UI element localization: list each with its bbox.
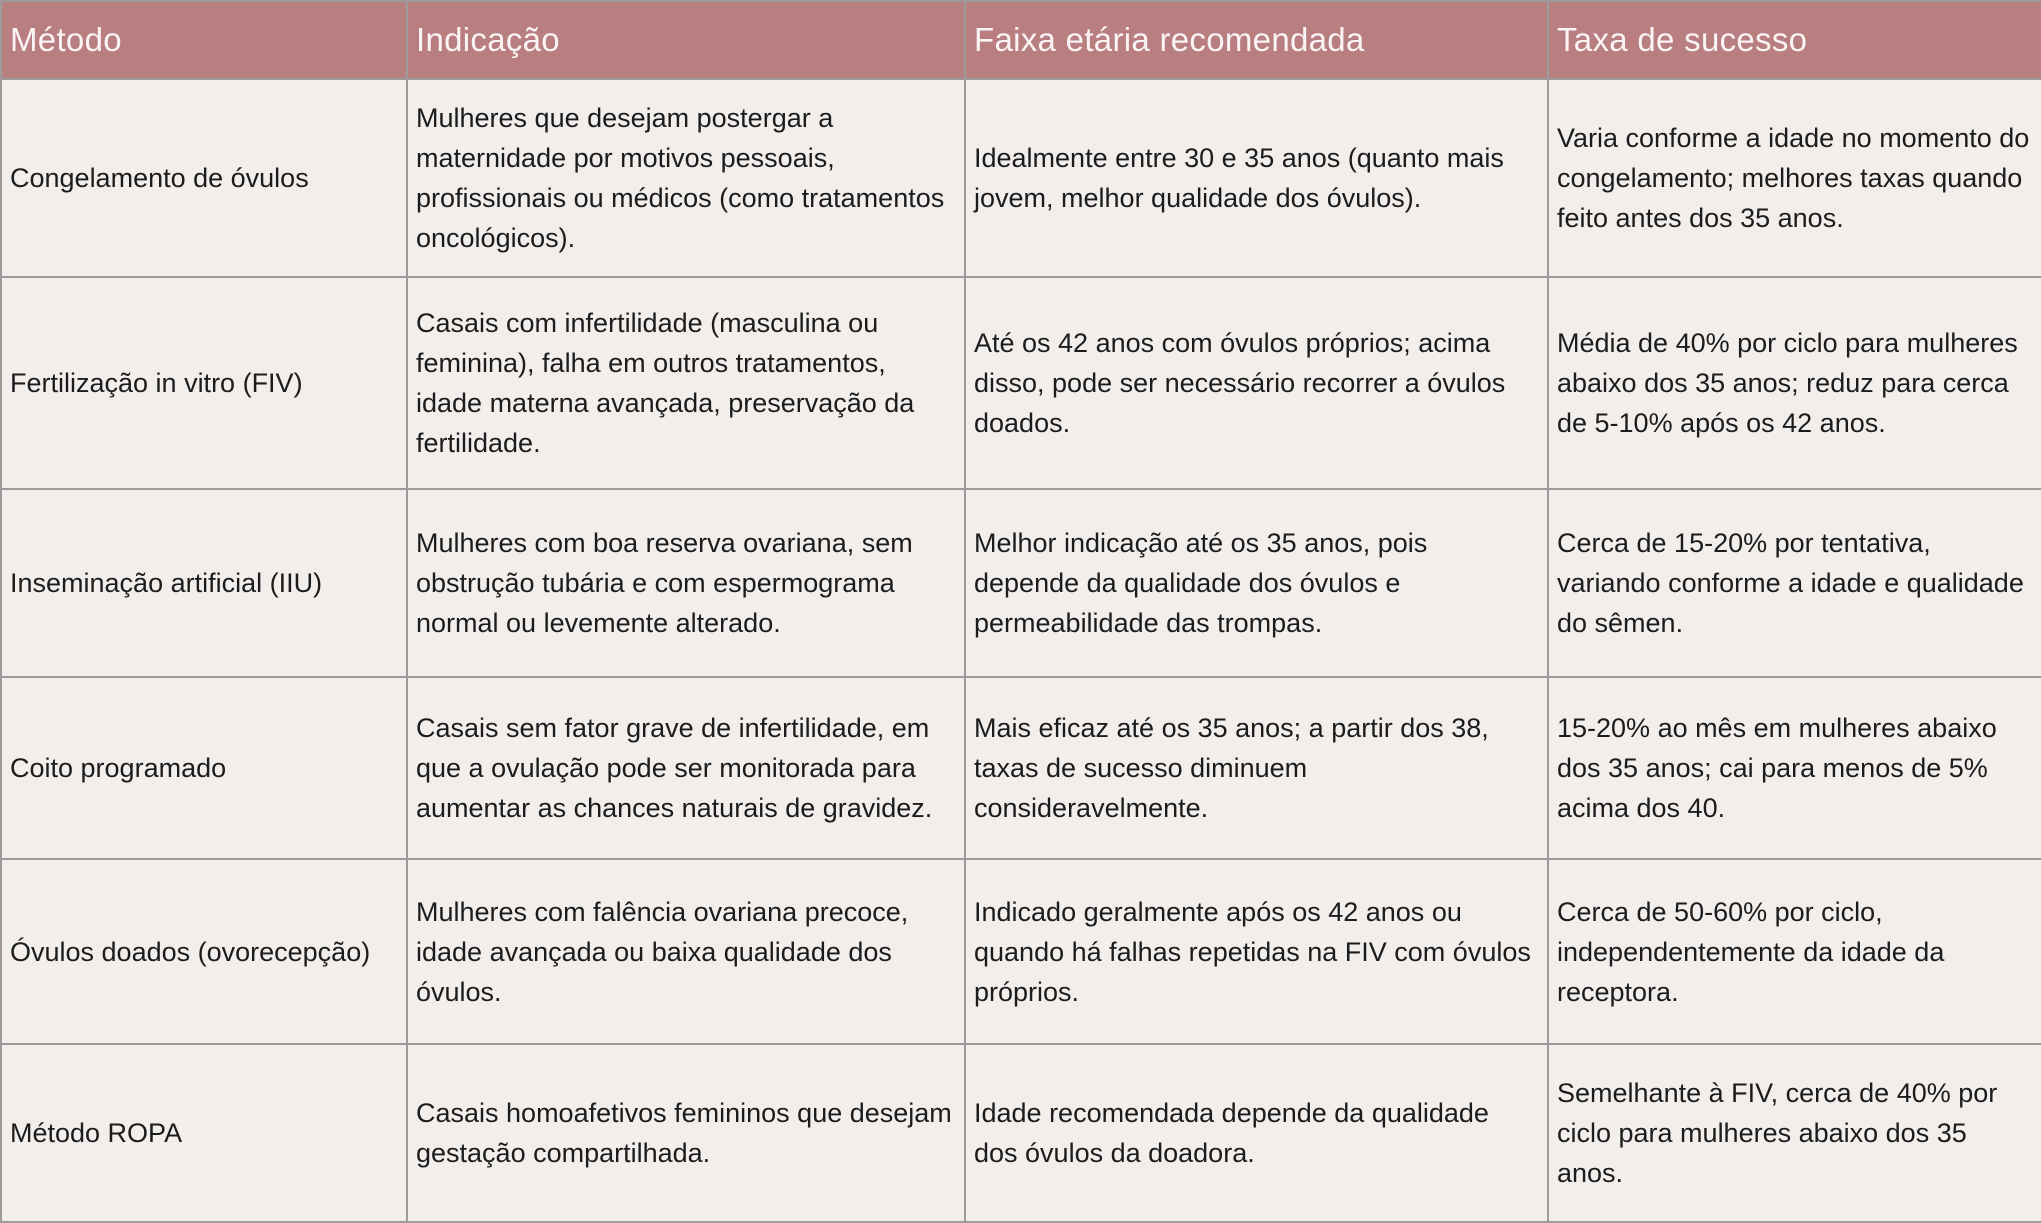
table-row bbox=[1, 677, 2041, 859]
cell-taxa-sucesso: Semelhante à FIV, cerca de 40% por ciclo para mulheres abaixo dos 35 anos. bbox=[1548, 1044, 2041, 1222]
table-row bbox=[1, 1044, 2041, 1222]
cell-metodo: Fertilização in vitro (FIV) bbox=[1, 277, 407, 489]
table-row bbox=[1, 79, 2041, 277]
cell-taxa-sucesso: Média de 40% por ciclo para mulheres abaixo dos 35 anos; reduz para cerca de 5-10% após os 42 anos. bbox=[1548, 277, 2041, 489]
cell-indicacao: Casais com infertilidade (masculina ou feminina), falha em outros tratamentos, idade materna avançada, preservação da fertilidade. bbox=[407, 277, 965, 489]
header-faixa-etaria: Faixa etária recomendada bbox=[965, 1, 1548, 79]
cell-taxa-sucesso: Cerca de 15-20% por tentativa, variando conforme a idade e qualidade do sêmen. bbox=[1548, 489, 2041, 677]
cell-indicacao: Mulheres com boa reserva ovariana, sem obstrução tubária e com espermograma normal ou levemente alterado. bbox=[407, 489, 965, 677]
cell-taxa-sucesso: Cerca de 50-60% por ciclo, independentemente da idade da receptora. bbox=[1548, 859, 2041, 1044]
cell-metodo: Óvulos doados (ovorecepção) bbox=[1, 859, 407, 1044]
cell-faixa-etaria: Melhor indicação até os 35 anos, pois depende da qualidade dos óvulos e permeabilidade das trompas. bbox=[965, 489, 1548, 677]
cell-faixa-etaria: Até os 42 anos com óvulos próprios; acima disso, pode ser necessário recorrer a óvulos doados. bbox=[965, 277, 1548, 489]
cell-indicacao: Casais homoafetivos femininos que desejam gestação compartilhada. bbox=[407, 1044, 965, 1222]
cell-indicacao: Mulheres que desejam postergar a maternidade por motivos pessoais, profissionais ou médicos (como tratamentos oncológicos). bbox=[407, 79, 965, 277]
cell-metodo: Método ROPA bbox=[1, 1044, 407, 1222]
table-header-row bbox=[1, 1, 2041, 79]
cell-faixa-etaria: Idade recomendada depende da qualidade dos óvulos da doadora. bbox=[965, 1044, 1548, 1222]
cell-taxa-sucesso: 15-20% ao mês em mulheres abaixo dos 35 anos; cai para menos de 5% acima dos 40. bbox=[1548, 677, 2041, 859]
table-row bbox=[1, 859, 2041, 1044]
cell-indicacao: Mulheres com falência ovariana precoce, idade avançada ou baixa qualidade dos óvulos. bbox=[407, 859, 965, 1044]
table-row bbox=[1, 489, 2041, 677]
header-taxa-sucesso: Taxa de sucesso bbox=[1548, 1, 2041, 79]
cell-indicacao: Casais sem fator grave de infertilidade, em que a ovulação pode ser monitorada para aumentar as chances naturais de gravidez. bbox=[407, 677, 965, 859]
cell-taxa-sucesso: Varia conforme a idade no momento do congelamento; melhores taxas quando feito antes dos 35 anos. bbox=[1548, 79, 2041, 277]
table-row bbox=[1, 277, 2041, 489]
cell-faixa-etaria: Mais eficaz até os 35 anos; a partir dos 38, taxas de sucesso diminuem consideravelmente. bbox=[965, 677, 1548, 859]
cell-metodo: Inseminação artificial (IIU) bbox=[1, 489, 407, 677]
cell-faixa-etaria: Indicado geralmente após os 42 anos ou quando há falhas repetidas na FIV com óvulos próprios. bbox=[965, 859, 1548, 1044]
cell-metodo: Coito programado bbox=[1, 677, 407, 859]
header-metodo: Método bbox=[1, 1, 407, 79]
header-indicacao: Indicação bbox=[407, 1, 965, 79]
cell-faixa-etaria: Idealmente entre 30 e 35 anos (quanto mais jovem, melhor qualidade dos óvulos). bbox=[965, 79, 1548, 277]
cell-metodo: Congelamento de óvulos bbox=[1, 79, 407, 277]
